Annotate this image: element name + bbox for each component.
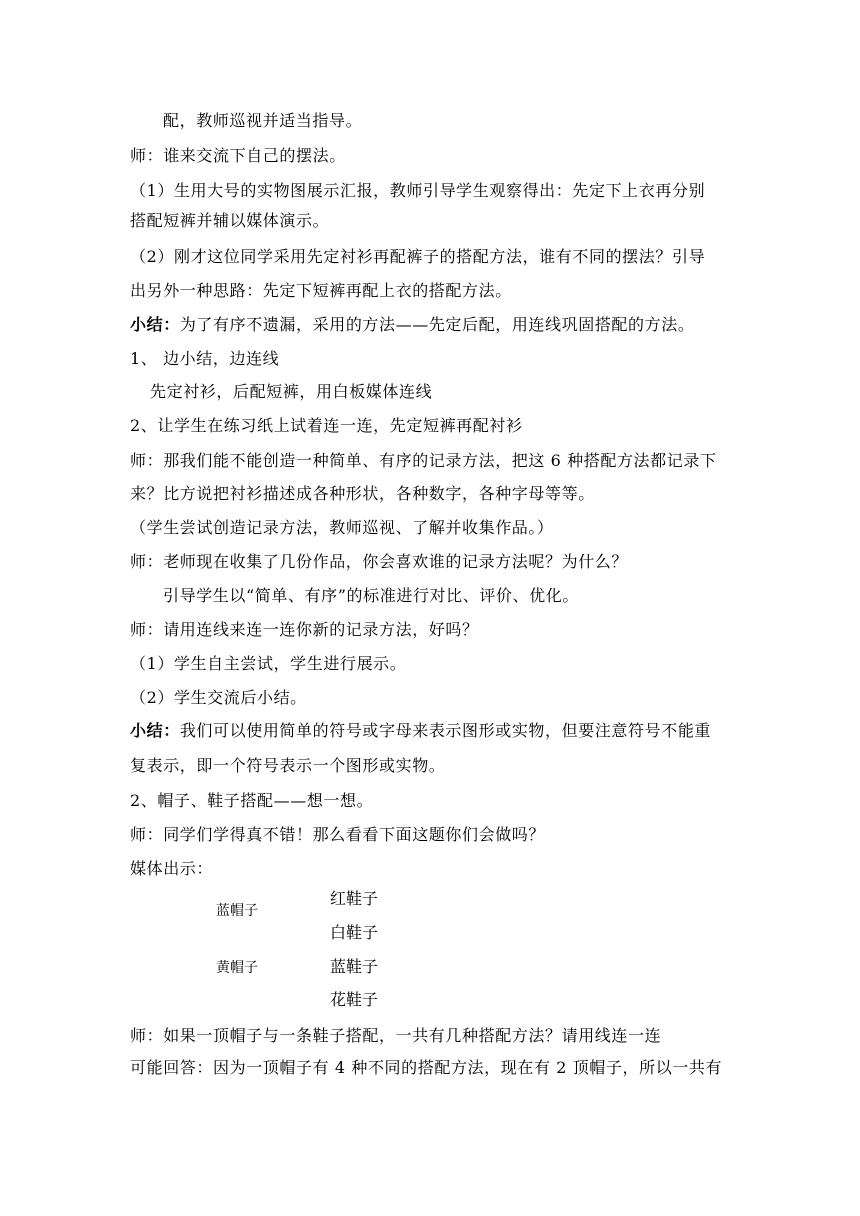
hat-item: 黄帽子 <box>216 960 258 976</box>
hat-item: 蓝帽子 <box>216 903 258 919</box>
text-line: 引导学生以“简单、有序”的标准进行对比、评价、优化。 <box>163 586 579 605</box>
summary-label: 小结： <box>130 315 180 334</box>
shoe-item: 蓝鞋子 <box>330 957 379 976</box>
text-line: 出另外一种思路：先定下短裤再配上衣的搭配方法。 <box>130 281 512 300</box>
text-line: 复表示，即一个符号表示一个图形或实物。 <box>130 756 446 775</box>
text-line: 媒体出示： <box>130 859 214 878</box>
text-line: （1）生用大号的实物图展示汇报，教师引导学生观察得出：先定下上衣再分别 <box>130 181 706 200</box>
text-line: （学生尝试创造记录方法，教师巡视、了解并收集作品。） <box>130 518 554 537</box>
text-line: 师：那我们能不能创造一种简单、有序的记录方法，把这 6 种搭配方法都记录下 <box>130 451 717 470</box>
summary-text: 为了有序不遗漏，采用的方法——先定后配，用连线巩固搭配的方法。 <box>179 315 695 334</box>
summary-line <box>130 720 740 742</box>
text-line: 搭配短裤并辅以媒体演示。 <box>130 211 330 230</box>
text-line: 来？比方说把衬衫描述成各种形状，各种数字，各种字母等等。 <box>130 484 595 503</box>
text-line: 2、帽子、鞋子搭配——想一想。 <box>130 791 374 810</box>
text-line: 可能回答：因为一顶帽子有 4 种不同的搭配方法，现在有 2 顶帽子，所以一共有 <box>130 1058 723 1077</box>
text-line: （1）学生自主尝试，学生进行展示。 <box>130 654 407 673</box>
text-line: 师：谁来交流下自己的摆法。 <box>130 146 346 165</box>
summary-label: 小结： <box>130 721 180 740</box>
shoe-item: 白鞋子 <box>330 923 379 942</box>
summary-text: 我们可以使用简单的符号或字母来表示图形或实物，但要注意符号不能重 <box>179 721 712 740</box>
text-line: 1、 边小结，边连线 <box>130 349 280 368</box>
text-line: 师：同学们学得真不错！那么看看下面这题你们会做吗？ <box>130 825 546 844</box>
text-line: （2）刚才这位同学采用先定衬衫再配裤子的搭配方法，谁有不同的摆法？引导 <box>130 247 706 266</box>
text-line: （2）学生交流后小结。 <box>130 688 307 707</box>
shoe-item: 红鞋子 <box>330 889 379 908</box>
text-line: 配，教师巡视并适当指导。 <box>163 111 363 130</box>
text-line: 师：老师现在收集了几份作品，你会喜欢谁的记录方法呢？为什么？ <box>130 552 629 571</box>
text-line: 师：请用连线来连一连你新的记录方法，好吗？ <box>130 620 479 639</box>
text-line: 2、让学生在练习纸上试着连一连，先定短裤再配衬衫 <box>130 416 523 435</box>
text-line: 师：如果一顶帽子与一条鞋子搭配，一共有几种搭配方法？请用线连一连 <box>130 1026 662 1045</box>
text-line: 先定衬衫，后配短裤，用白板媒体连线 <box>150 382 433 401</box>
summary-line <box>130 314 740 336</box>
shoe-item: 花鞋子 <box>330 990 379 1009</box>
